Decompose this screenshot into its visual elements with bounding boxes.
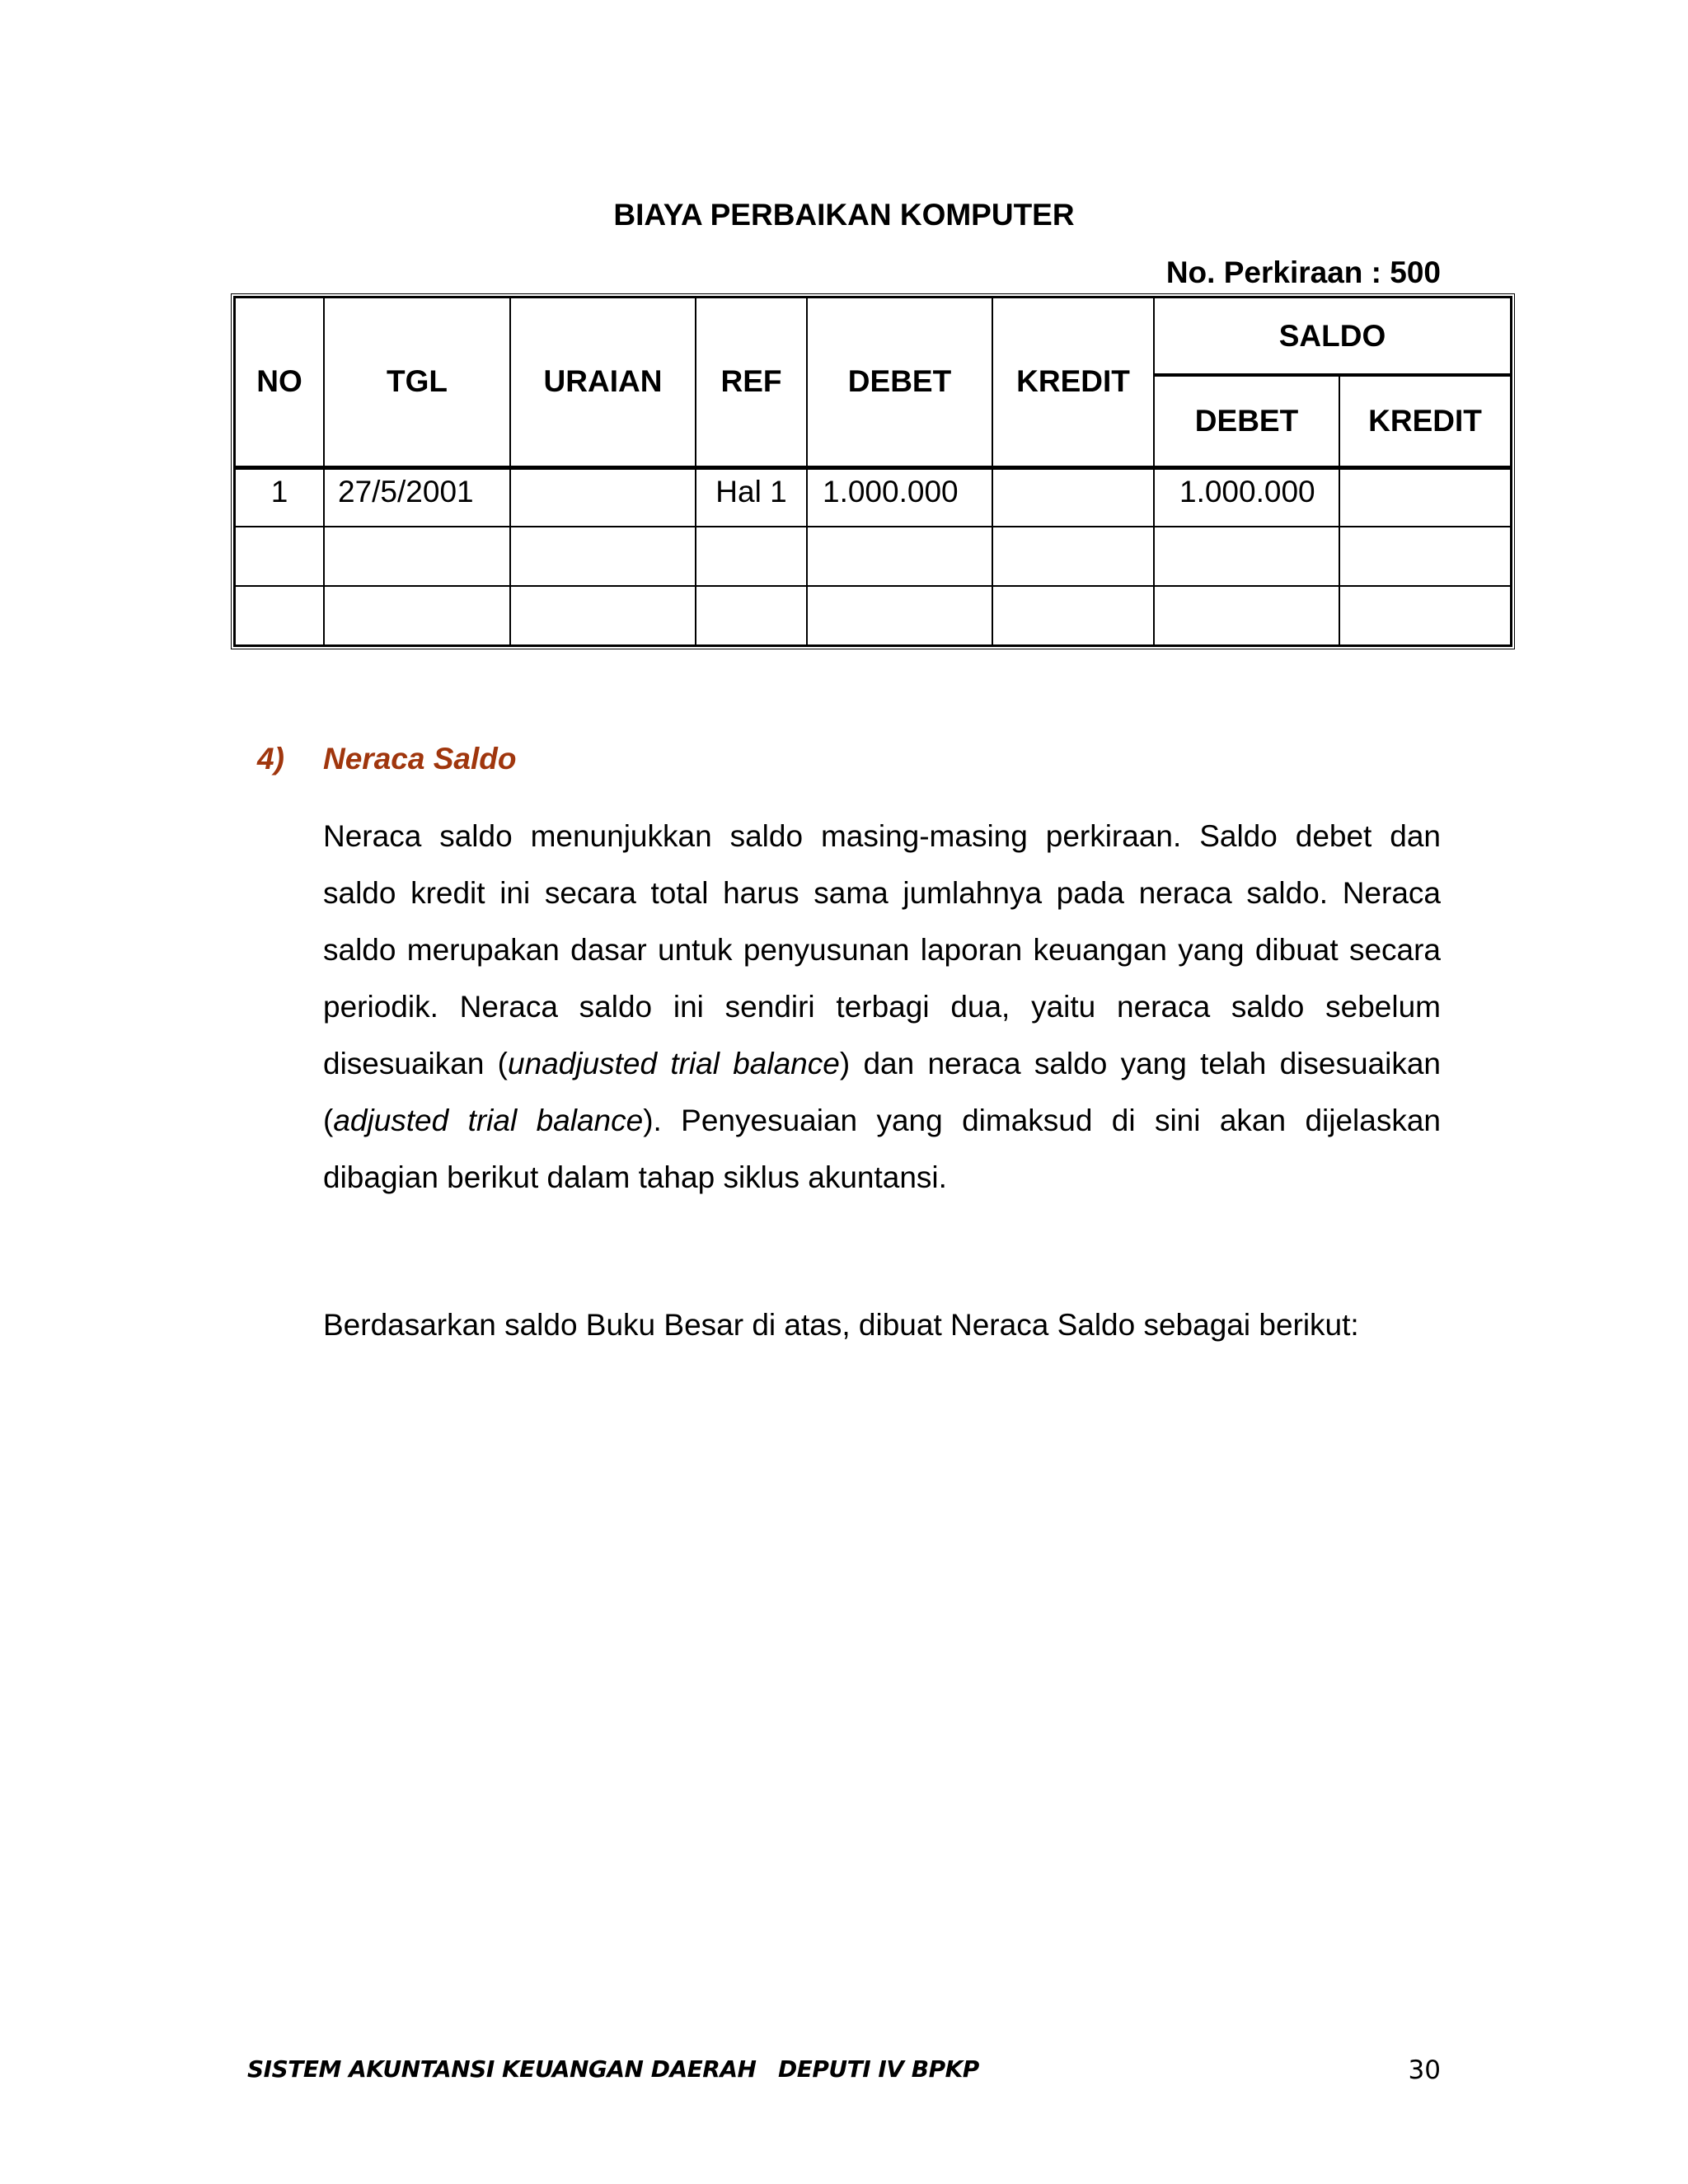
header-tgl: TGL (324, 298, 510, 467)
cell-saldo-kredit (1339, 467, 1511, 527)
cell-uraian (510, 527, 696, 586)
header-kredit: KREDIT (992, 298, 1154, 467)
cell-ref (696, 586, 807, 645)
paragraph-text: ). Penyesuaian yang dimaksud di sini akan dijelaskan dibagian berikut dalam tahap siklus akuntansi. (323, 1104, 1441, 1194)
table-row (235, 467, 1511, 527)
body-paragraph (323, 808, 1441, 1206)
footer-organization: DEPUTI IV BPKP (778, 2055, 979, 2083)
cell-saldo-debet: 1.000.000 (1154, 467, 1339, 527)
cell-tgl (324, 586, 510, 645)
cell-no: 1 (235, 467, 324, 527)
body-paragraph: Berdasarkan saldo Buku Besar di atas, dibuat Neraca Saldo sebagai berikut: (323, 1308, 1359, 1342)
section-number: 4) (257, 742, 284, 776)
cell-debet: 1.000.000 (807, 467, 992, 527)
cell-kredit (992, 586, 1154, 645)
cell-no (235, 527, 324, 586)
cell-saldo-debet (1154, 586, 1339, 645)
ledger-table-frame (231, 293, 1515, 649)
cell-saldo-kredit (1339, 586, 1511, 645)
cell-no (235, 586, 324, 645)
header-no: NO (235, 298, 324, 467)
cell-tgl: 27/5/2001 (324, 467, 510, 527)
table-row (235, 527, 1511, 586)
cell-uraian (510, 467, 696, 527)
header-saldo-kredit: KREDIT (1339, 375, 1511, 467)
header-saldo: SALDO (1154, 298, 1511, 375)
footer-title: SISTEM AKUNTANSI KEUANGAN DAERAH (247, 2055, 757, 2083)
cell-saldo-debet (1154, 527, 1339, 586)
cell-debet (807, 527, 992, 586)
cell-tgl (324, 527, 510, 586)
cell-kredit (992, 527, 1154, 586)
table-row (235, 586, 1511, 645)
paragraph-text: ) dan neraca saldo yang telah disesuaikan ( (323, 1047, 1441, 1137)
header-uraian: URAIAN (510, 298, 696, 467)
cell-saldo-kredit (1339, 527, 1511, 586)
account-number: No. Perkiraan : 500 (1165, 255, 1441, 289)
header-ref: REF (696, 298, 807, 467)
section-heading (257, 742, 516, 776)
cell-debet (807, 586, 992, 645)
cell-kredit (992, 467, 1154, 527)
ledger-title: BIAYA PERBAIKAN KOMPUTER (613, 198, 1075, 232)
paragraph-text: Neraca saldo menunjukkan saldo masing-masing perkiraan. Saldo debet dan saldo kredit ini secara total harus sama jumlahnya pada neraca saldo. Neraca saldo merupakan dasar untuk penyusunan laporan keuangan yang dibuat secara periodik. Neraca saldo ini sendiri terbagi dua, yaitu neraca saldo sebelum disesuaikan ( (323, 819, 1441, 1080)
cell-ref (696, 527, 807, 586)
cell-uraian (510, 586, 696, 645)
header-debet: DEBET (807, 298, 992, 467)
ledger-table (234, 297, 1512, 646)
header-saldo-debet: DEBET (1154, 375, 1339, 467)
cell-ref: Hal 1 (696, 467, 807, 527)
section-title: Neraca Saldo (323, 742, 517, 776)
page-number: 30 (1408, 2055, 1441, 2085)
italic-term: unadjusted trial balance (508, 1047, 840, 1080)
italic-term: adjusted trial balance (333, 1104, 644, 1137)
